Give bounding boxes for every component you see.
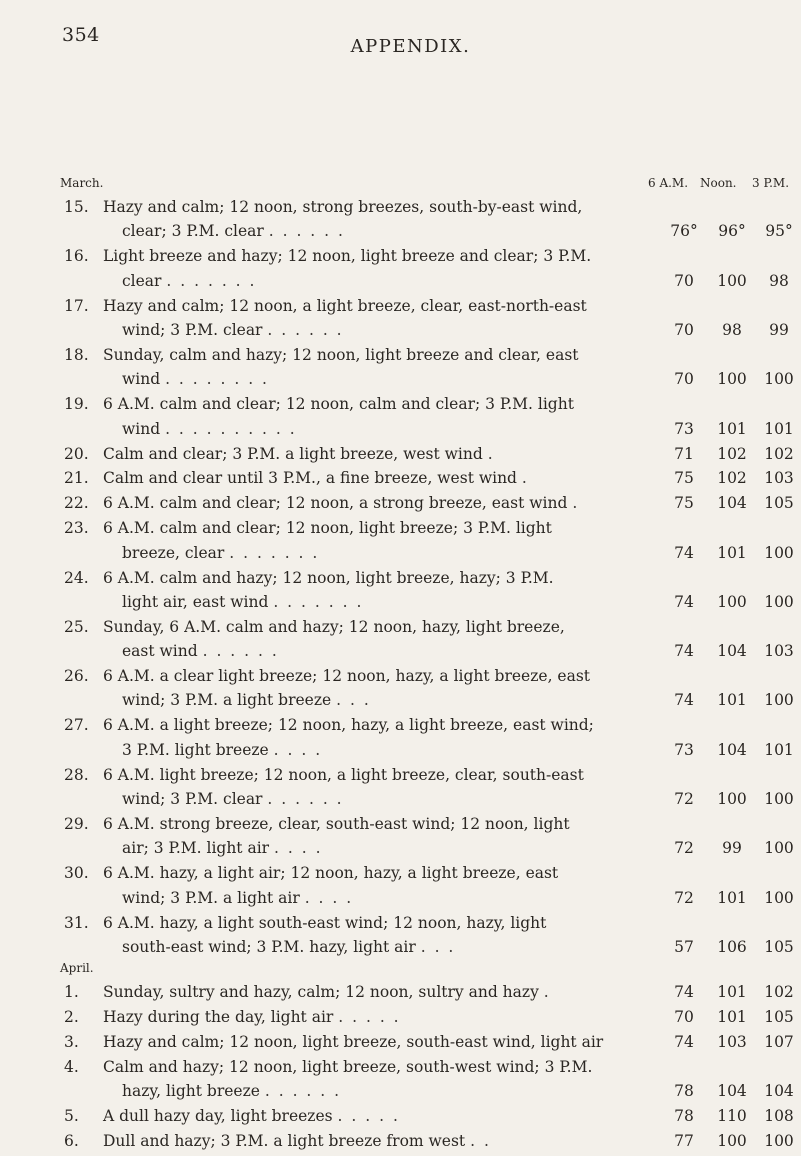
entry-text: Calm and clear; 3 P.M. a light breeze, west wind (103, 444, 483, 463)
leader-dots: . (572, 494, 580, 513)
temperature-noon: 102 (717, 469, 747, 488)
day-number: 17. (64, 296, 89, 315)
entry-text: Dull and hazy; 3 P.M. a light breeze from west (103, 1131, 466, 1150)
entry-text-line (103, 395, 574, 413)
entry-text: Sunday, calm and hazy; 12 noon, light breeze and clear, east (103, 345, 579, 364)
leader-dots: . . . . . . . . (165, 370, 269, 389)
temperature-6am: 74 (674, 982, 694, 1001)
day-number: 21. (64, 469, 89, 488)
temperature-noon: 101 (717, 888, 747, 907)
table-row (0, 519, 801, 568)
temperature-noon: 102 (717, 444, 747, 463)
entry-text-line (103, 1132, 491, 1150)
column-heading: 6 A.M. (648, 176, 689, 190)
temperature-6am: 72 (674, 790, 694, 809)
temperature-noon: 101 (717, 691, 747, 710)
day-number: 25. (64, 617, 89, 636)
entry-text-line (122, 420, 297, 438)
entry-text: Hazy and calm; 12 noon, light breeze, south-east wind, light air (103, 1032, 604, 1051)
running-head: APPENDIX. (350, 36, 471, 57)
table-row (0, 346, 801, 395)
table-row (0, 445, 801, 469)
entry-text: clear (122, 271, 162, 290)
temperature-6am: 73 (674, 419, 694, 438)
entry-text: Hazy during the day, light air (103, 1007, 334, 1026)
leader-dots: . . . . (273, 740, 323, 759)
temperature-noon: 104 (717, 740, 747, 759)
temperature-3pm: 105 (764, 494, 794, 513)
entry-text: wind; 3 P.M. a light air (122, 888, 300, 907)
entry-text: 6 A.M. calm and hazy; 12 noon, light breeze, hazy; 3 P.M. (103, 568, 554, 587)
table-row (0, 395, 801, 444)
leader-dots: . . . . . . . (229, 543, 320, 562)
day-number: 5. (64, 1106, 79, 1125)
entry-text: Hazy and calm; 12 noon, a light breeze, clear, east-north-east (103, 296, 587, 315)
entry-text-line (103, 519, 552, 537)
entry-text-line (103, 494, 579, 512)
entry-text-line (122, 938, 455, 956)
entry-text-line (122, 741, 322, 759)
temperature-6am: 78 (674, 1081, 694, 1100)
table-row (0, 766, 801, 815)
temperature-noon: 101 (717, 419, 747, 438)
temperature-noon: 100 (717, 1131, 747, 1150)
entry-text-line (103, 569, 554, 587)
day-number: 6. (64, 1131, 79, 1150)
temperature-noon: 104 (717, 642, 747, 661)
leader-dots: . . . . . . (267, 320, 344, 339)
entry-text-line (122, 272, 256, 290)
table-row (0, 914, 801, 963)
temperature-6am: 74 (674, 691, 694, 710)
entry-text-line (122, 691, 371, 709)
entry-text-line (122, 642, 279, 660)
entry-text-line (103, 1107, 400, 1125)
day-number: 15. (64, 198, 89, 216)
entry-text-line (103, 445, 495, 463)
entry-text-line (103, 815, 570, 833)
entry-text: light air, east wind (122, 592, 269, 611)
entry-text-line (103, 983, 551, 1001)
leader-dots: . . . . . (337, 1106, 400, 1125)
temperature-noon: 101 (717, 1007, 747, 1026)
table-row (0, 247, 801, 296)
table-row (0, 983, 801, 1007)
temperature-3pm: 98 (769, 271, 789, 290)
temperature-6am: 71 (674, 444, 694, 463)
temperature-3pm: 105 (764, 1007, 794, 1026)
entry-text: east wind (122, 642, 198, 661)
entry-text: 6 A.M. calm and clear; 12 noon, calm and clear; 3 P.M. light (103, 395, 574, 414)
entry-text-line (103, 914, 546, 932)
entry-text: 6 A.M. hazy, a light air; 12 noon, hazy, a light breeze, east (103, 864, 559, 883)
entry-text-line (103, 247, 591, 265)
temperature-3pm: 103 (764, 469, 794, 488)
entry-text: Sunday, 6 A.M. calm and hazy; 12 noon, hazy, light breeze, (103, 617, 565, 636)
day-number: 30. (64, 864, 89, 883)
leader-dots: . . . (336, 691, 371, 710)
temperature-3pm: 100 (764, 691, 794, 710)
entry-text-line (122, 889, 353, 907)
table-row (0, 569, 801, 618)
entry-text-line (103, 618, 565, 636)
temperature-noon: 103 (717, 1032, 747, 1051)
temperature-noon: 99 (722, 839, 742, 858)
temperature-3pm: 101 (764, 740, 794, 759)
entry-text-line (122, 1082, 341, 1100)
temperature-noon: 106 (717, 937, 747, 956)
temperature-3pm: 100 (764, 888, 794, 907)
entry-text: south-east wind; 3 P.M. hazy, light air (122, 937, 416, 956)
entry-text-line (103, 667, 590, 685)
temperature-noon: 110 (717, 1106, 747, 1125)
temperature-3pm: 100 (764, 790, 794, 809)
month-label: March. (60, 176, 104, 190)
entry-text: Hazy and calm; 12 noon, strong breezes, south-by-east wind, (103, 198, 583, 216)
table-row (0, 667, 801, 716)
temperature-3pm: 100 (764, 839, 794, 858)
day-number: 29. (64, 815, 89, 833)
temperature-3pm: 103 (764, 642, 794, 661)
day-number: 22. (64, 494, 89, 513)
temperature-3pm: 108 (764, 1106, 794, 1125)
table-row (0, 1107, 801, 1131)
day-number: 24. (64, 568, 89, 587)
entry-text: 6 A.M. light breeze; 12 noon, a light breeze, clear, south-east (103, 765, 584, 784)
temperature-3pm: 105 (764, 937, 794, 956)
entry-text: 6 A.M. a light breeze; 12 noon, hazy, a light breeze, east wind; (103, 716, 594, 735)
table-row (0, 469, 801, 493)
temperature-3pm: 100 (764, 370, 794, 389)
entry-text: Sunday, sultry and hazy, calm; 12 noon, sultry and hazy (103, 982, 539, 1001)
temperature-noon: 98 (722, 320, 742, 339)
day-number: 31. (64, 913, 89, 932)
temperature-noon: 101 (717, 982, 747, 1001)
leader-dots: . (487, 444, 495, 463)
temperature-6am: 70 (674, 271, 694, 290)
leader-dots: . (521, 469, 529, 488)
temperature-6am: 75 (674, 469, 694, 488)
table-row (0, 297, 801, 346)
table-row (0, 1033, 801, 1057)
day-number: 3. (64, 1032, 79, 1051)
temperature-6am: 74 (674, 592, 694, 611)
table-row (0, 618, 801, 667)
entry-text-line (122, 222, 345, 240)
day-number: 1. (64, 982, 79, 1001)
leader-dots: . . (470, 1131, 491, 1150)
entry-text-line (122, 593, 363, 611)
entry-text-line (103, 1033, 603, 1051)
temperature-6am: 76° (670, 222, 698, 241)
entry-text-line (103, 346, 579, 364)
temperature-3pm: 100 (764, 592, 794, 611)
temperature-3pm: 100 (764, 1131, 794, 1150)
day-number: 27. (64, 716, 89, 735)
entry-text: 6 A.M. calm and clear; 12 noon, light breeze; 3 P.M. light (103, 519, 552, 538)
entry-text: wind; 3 P.M. clear (122, 320, 263, 339)
entry-text: wind (122, 370, 161, 389)
entry-text: A dull hazy day, light breezes (103, 1106, 333, 1125)
temperature-noon: 100 (717, 271, 747, 290)
temperature-3pm: 102 (764, 982, 794, 1001)
entry-text: Calm and clear until 3 P.M., a fine breeze, west wind (103, 469, 517, 488)
table-row (0, 1058, 801, 1107)
leader-dots: . . . . . . (202, 642, 279, 661)
day-number: 2. (64, 1007, 79, 1026)
entry-text: 6 A.M. hazy, a light south-east wind; 12 noon, hazy, light (103, 913, 547, 932)
leader-dots: . . . . (304, 888, 354, 907)
entry-text: 6 A.M. a clear light breeze; 12 noon, hazy, a light breeze, east (103, 667, 591, 686)
leader-dots: . . . . . . . (166, 271, 257, 290)
entry-text-line (103, 469, 529, 487)
leader-dots: . . . . . . (267, 790, 344, 809)
entry-text: clear; 3 P.M. clear (122, 222, 264, 241)
temperature-6am: 75 (674, 494, 694, 513)
table-row (0, 716, 801, 765)
temperature-3pm: 100 (764, 543, 794, 562)
entry-text: wind; 3 P.M. a light breeze (122, 691, 332, 710)
entry-text-line (103, 716, 594, 734)
temperature-6am: 72 (674, 839, 694, 858)
temperature-6am: 74 (674, 543, 694, 562)
column-heading: 3 P.M. (752, 176, 790, 190)
temperature-3pm: 107 (764, 1032, 794, 1051)
temperature-6am: 74 (674, 1032, 694, 1051)
entry-text: wind; 3 P.M. clear (122, 790, 263, 809)
entry-text-line (103, 864, 558, 882)
temperature-noon: 96° (718, 222, 746, 241)
entry-text-line (103, 297, 587, 315)
entry-text-line (103, 198, 582, 216)
leader-dots: . . . . . . . . . . (165, 419, 297, 438)
entry-text: 6 A.M. calm and clear; 12 noon, a strong breeze, east wind (103, 494, 568, 513)
entry-text-line (103, 1008, 401, 1026)
day-number: 4. (64, 1057, 79, 1076)
day-number: 26. (64, 667, 89, 686)
temperature-noon: 100 (717, 790, 747, 809)
table-row (0, 1008, 801, 1032)
leader-dots: . . . . . . . (273, 592, 364, 611)
day-number: 28. (64, 765, 89, 784)
entry-text: Light breeze and hazy; 12 noon, light breeze and clear; 3 P.M. (103, 247, 592, 266)
month-label: April. (60, 960, 94, 975)
temperature-6am: 77 (674, 1131, 694, 1150)
temperature-6am: 70 (674, 1007, 694, 1026)
leader-dots: . (543, 982, 551, 1001)
temperature-6am: 73 (674, 740, 694, 759)
day-number: 19. (64, 395, 89, 414)
temperature-3pm: 104 (764, 1081, 794, 1100)
temperature-noon: 100 (717, 592, 747, 611)
entry-text: wind (122, 419, 161, 438)
entry-text-line (103, 766, 584, 784)
temperature-noon: 104 (717, 494, 747, 513)
table-row (0, 864, 801, 913)
entry-text: 6 A.M. strong breeze, clear, south-east wind; 12 noon, light (103, 815, 570, 833)
table-row (0, 198, 801, 247)
entry-text-line (103, 1058, 592, 1076)
day-number: 23. (64, 519, 89, 538)
temperature-6am: 72 (674, 888, 694, 907)
table-row (0, 815, 801, 864)
leader-dots: . . . . . (338, 1007, 401, 1026)
entry-text-line (122, 544, 319, 562)
entry-text: breeze, clear (122, 543, 225, 562)
temperature-6am: 70 (674, 320, 694, 339)
temperature-3pm: 102 (764, 444, 794, 463)
entry-text-line (122, 370, 269, 388)
day-number: 20. (64, 444, 89, 463)
leader-dots: . . . . (274, 839, 323, 858)
temperature-6am: 74 (674, 642, 694, 661)
page-number: 354 (62, 24, 100, 46)
entry-text: Calm and hazy; 12 noon, light breeze, south-west wind; 3 P.M. (103, 1057, 593, 1076)
temperature-6am: 70 (674, 370, 694, 389)
temperature-3pm: 95° (765, 222, 793, 241)
entry-text: air; 3 P.M. light air (122, 839, 270, 858)
entry-text: hazy, light breeze (122, 1081, 260, 1100)
temperature-noon: 104 (717, 1081, 747, 1100)
entry-text-line (122, 839, 323, 857)
table-row (0, 494, 801, 518)
leader-dots: . . . . . . (264, 1081, 342, 1100)
temperature-6am: 78 (674, 1106, 694, 1125)
table-row (0, 1132, 801, 1156)
entry-text: 3 P.M. light breeze (122, 740, 269, 759)
leader-dots: . . . (420, 937, 456, 956)
temperature-6am: 57 (674, 937, 694, 956)
day-number: 18. (64, 345, 89, 364)
temperature-noon: 100 (717, 370, 747, 389)
entry-text-line (122, 790, 344, 808)
leader-dots: . . . . . . (268, 222, 345, 241)
column-heading: Noon. (700, 176, 737, 190)
temperature-3pm: 99 (769, 320, 789, 339)
temperature-3pm: 101 (764, 419, 794, 438)
temperature-noon: 101 (717, 543, 747, 562)
entry-text-line (122, 321, 344, 339)
day-number: 16. (64, 247, 89, 266)
